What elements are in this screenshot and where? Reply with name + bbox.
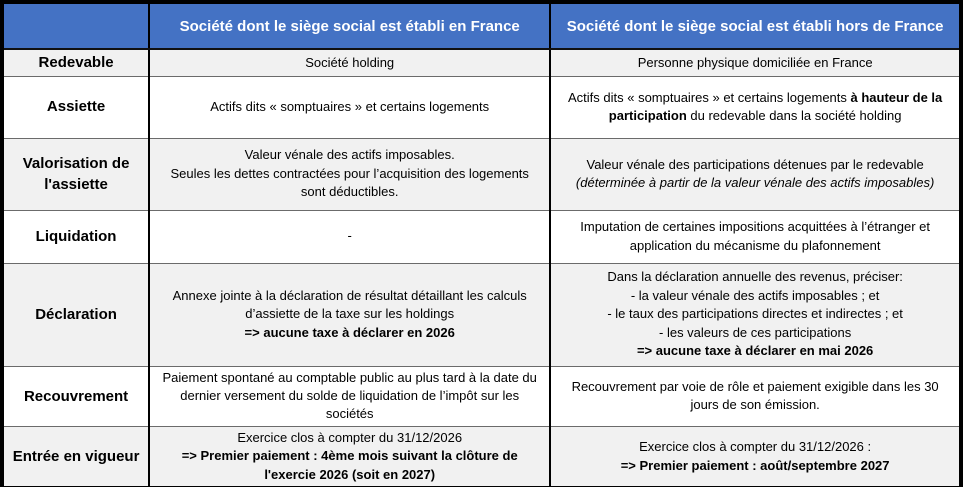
row-label-valorisation-de-l-assiette: Valorisation de l'assiette	[4, 138, 149, 210]
row-label-assiette: Assiette	[4, 76, 149, 138]
text-run: => aucune taxe à déclarer en mai 2026	[636, 343, 874, 359]
table-row-liquidation	[4, 210, 959, 263]
cell-entree-en-vigueur-hors-france	[550, 426, 959, 486]
table-row-entree-en-vigueur	[4, 426, 959, 486]
cell-line	[158, 287, 541, 324]
table-body	[4, 49, 959, 486]
row-label-liquidation: Liquidation	[4, 210, 149, 263]
text-run: - les valeurs de ces participations	[659, 324, 852, 340]
cell-line	[559, 287, 951, 305]
text-run: Recouvrement par voie de rôle et paiement exigible dans les 30 jours de son émission.	[571, 378, 939, 413]
cell-valorisation-de-l-assiette-hors-france	[550, 138, 959, 210]
table-row-assiette	[4, 76, 959, 138]
text-run: Valeur vénale des actifs imposables.	[244, 147, 455, 163]
cell-liquidation-france	[149, 210, 550, 263]
cell-line	[559, 378, 951, 415]
header-col-hors-france: Société dont le siège social est établi hors de France	[550, 4, 959, 49]
row-label-declaration: Déclaration	[4, 263, 149, 366]
text-run: Paiement spontané au comptable public au plus tard à la date du dernier versement du solde de liquidation de l’impôt sur les sociétés	[162, 369, 537, 422]
cell-line	[559, 218, 951, 255]
text-run: -	[347, 228, 352, 244]
text-run: Seules les dettes contractées pour l’acquisition des logements sont déductibles.	[170, 165, 529, 200]
cell-line	[158, 369, 541, 424]
text-run: Personne physique domiciliée en France	[637, 54, 873, 70]
cell-valorisation-de-l-assiette-france	[149, 138, 550, 210]
row-label-redevable: Redevable	[4, 49, 149, 76]
text-run: (déterminée à partir de la valeur vénale des actifs imposables)	[575, 175, 935, 190]
text-run: Société holding	[305, 54, 395, 70]
cell-line	[559, 342, 951, 360]
cell-line	[559, 156, 951, 174]
header-col-france: Société dont le siège social est établi en France	[149, 4, 550, 49]
row-label-entree-en-vigueur: Entrée en vigueur	[4, 426, 149, 486]
text-run: - la valeur vénale des actifs imposables ; et	[630, 287, 880, 303]
cell-line	[559, 89, 951, 126]
text-run: du redevable dans la société holding	[686, 108, 902, 123]
cell-declaration-hors-france	[550, 263, 959, 366]
cell-line	[158, 146, 541, 164]
cell-assiette-hors-france	[550, 76, 959, 138]
text-run: Exercice clos à compter du 31/12/2026 :	[639, 439, 872, 455]
cell-line	[559, 457, 951, 475]
cell-liquidation-hors-france	[550, 210, 959, 263]
cell-redevable-hors-france	[550, 49, 959, 76]
cell-line	[158, 98, 541, 116]
cell-line	[158, 54, 541, 72]
cell-line	[158, 429, 541, 447]
header-corner-cell	[4, 4, 149, 49]
cell-line	[158, 227, 541, 245]
text-run: Dans la déclaration annuelle des revenus, préciser:	[607, 269, 903, 285]
cell-line	[559, 305, 951, 323]
header-row	[4, 4, 959, 49]
cell-recouvrement-hors-france	[550, 366, 959, 426]
text-run: Valeur vénale des participations détenues par le redevable	[586, 156, 924, 172]
text-run: => Premier paiement : 4ème mois suivant la clôture de l'exercie 2026 (soit en 2027)	[181, 448, 518, 482]
comparison-table	[4, 4, 959, 486]
table-row-recouvrement	[4, 366, 959, 426]
text-run: Actifs dits « somptuaires » et certains logements	[567, 89, 851, 105]
cell-declaration-france	[149, 263, 550, 366]
text-run: => aucune taxe à déclarer en 2026	[244, 324, 455, 340]
text-run: => Premier paiement : août/septembre 2027	[620, 457, 890, 473]
table-row-redevable	[4, 49, 959, 76]
cell-line	[559, 438, 951, 456]
cell-line	[158, 447, 541, 484]
cell-line	[158, 324, 541, 342]
text-run: à hauteur de la participation	[608, 89, 943, 123]
table-row-declaration	[4, 263, 959, 366]
text-run: Actifs dits « somptuaires » et certains logements	[210, 98, 490, 114]
row-label-recouvrement: Recouvrement	[4, 366, 149, 426]
cell-line	[158, 165, 541, 202]
cell-line	[559, 268, 951, 286]
cell-redevable-france	[149, 49, 550, 76]
table-row-valorisation-de-l-assiette	[4, 138, 959, 210]
text-run: Annexe jointe à la déclaration de résultat détaillant les calculs d’assiette de la taxe sur les holdings	[172, 287, 527, 322]
table-header	[4, 4, 959, 49]
text-run: Exercice clos à compter du 31/12/2026	[237, 429, 463, 445]
cell-assiette-france	[149, 76, 550, 138]
cell-line	[559, 324, 951, 342]
text-run: - le taux des participations directes et indirectes ; et	[607, 306, 903, 322]
cell-line	[559, 174, 951, 192]
cell-recouvrement-france	[149, 366, 550, 426]
cell-line	[559, 54, 951, 72]
cell-entree-en-vigueur-france	[149, 426, 550, 486]
text-run: Imputation de certaines impositions acquittées à l’étranger et application du mécanisme du plafonnement	[580, 219, 930, 253]
